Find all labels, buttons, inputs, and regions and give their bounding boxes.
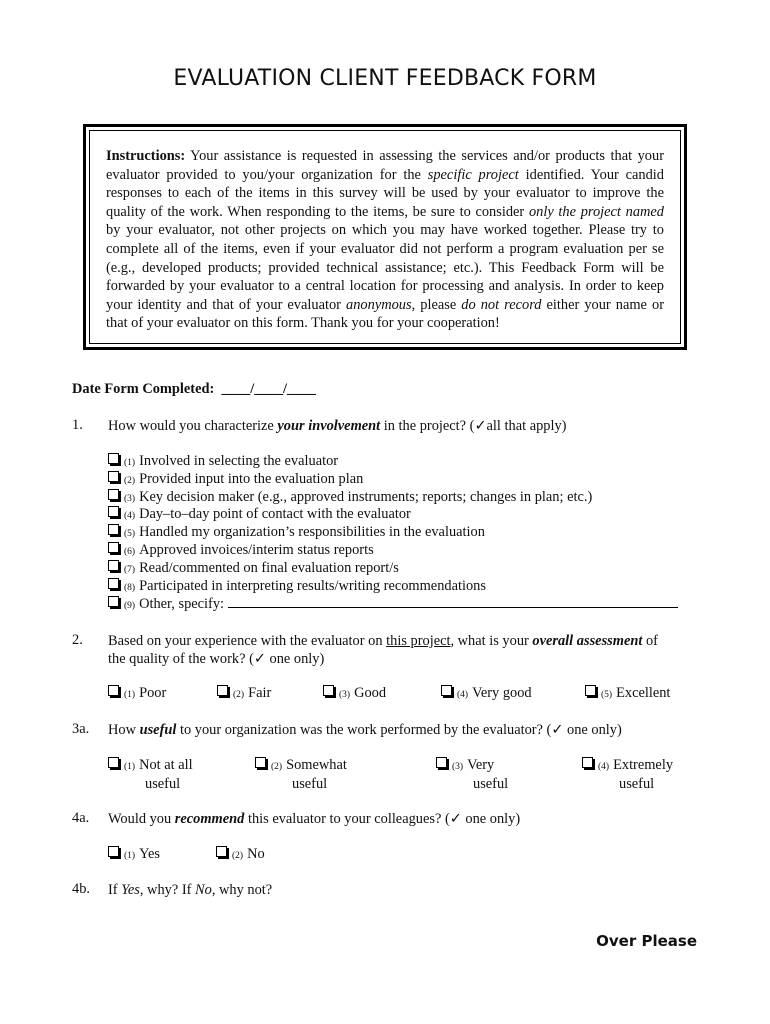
option-label: Poor (139, 685, 167, 701)
q3a-option-3[interactable] (436, 757, 508, 793)
check-icon: ✓ (474, 418, 487, 434)
date-blank-field[interactable]: ____/____/____ (221, 381, 316, 397)
instructions-box (83, 124, 687, 350)
date-label: Date Form Completed: (72, 381, 215, 397)
option-label: Other, specify: (139, 596, 225, 613)
option-code: (3) (452, 762, 464, 772)
option-label: Not at all (139, 757, 193, 773)
q1-option-2[interactable] (108, 471, 363, 488)
option-code: (3) (124, 493, 136, 504)
q1-option-1[interactable] (108, 453, 338, 470)
checkbox[interactable] (108, 453, 119, 464)
instructions-text: Instructions: Your assistance is requested in assessing the services and/or products that your evaluator provided to you/your organization for the specific project identified. Your candid responses to each of the items in this survey will be used by your evaluator to improve the quality of the work. When responding to the items, be sure to consider only the project named by your evaluator, not other projects on which you may have worked together. Please try to complete all of the items, even if your evaluator did not perform a program evaluation per se (e.g., developed products; provided technical assistance; etc.). This Feedback Form will be forwarded by your evaluator to a central location for processing and analysis. In order to keep your identity and that of your evaluator anonymous, please do not record either your name or that of your evaluator on this form. Thank you for your cooperation! (89, 130, 681, 344)
option-code: (2) (233, 690, 245, 700)
option-label: Key decision maker (e.g., approved instruments; reports; changes in plan; etc.) (139, 488, 593, 505)
option-label: Fair (248, 685, 272, 701)
option-label: Excellent (616, 685, 671, 701)
q1-option-4[interactable] (108, 506, 411, 523)
q4b-question: If Yes, why? If No, why not? (108, 882, 273, 898)
option-code: (2) (232, 851, 244, 861)
option-label-line2: useful (619, 776, 655, 792)
q2-option-4[interactable] (441, 685, 532, 704)
checkbox[interactable] (585, 685, 596, 696)
q1-option-5[interactable] (108, 524, 485, 541)
option-code: (4) (598, 762, 610, 772)
option-code: (2) (124, 475, 136, 486)
q1-option-7[interactable] (108, 560, 399, 577)
checkbox[interactable] (108, 524, 119, 535)
checkbox[interactable] (255, 757, 266, 768)
checkbox[interactable] (216, 846, 227, 857)
checkbox[interactable] (108, 596, 119, 607)
option-code: (6) (124, 547, 136, 557)
option-code: (1) (124, 458, 136, 468)
q4a-question: Would you recommend this evaluator to your colleagues? (✓ one only) (108, 811, 521, 827)
q4a-option-1[interactable] (108, 846, 160, 865)
q2-option-5[interactable] (585, 685, 670, 704)
instructions-label: Instructions: (106, 148, 186, 164)
checkbox[interactable] (108, 757, 119, 768)
option-label: Good (354, 685, 387, 701)
q1-option-6[interactable] (108, 542, 374, 559)
option-label-line2: useful (145, 776, 181, 792)
q3a-number: 3a. (72, 721, 90, 737)
form-title: EVALUATION CLIENT FEEDBACK FORM (173, 66, 597, 91)
q4b-number: 4b. (72, 881, 90, 897)
option-code: (2) (271, 762, 283, 772)
checkbox[interactable] (108, 471, 119, 482)
q4a-option-2[interactable] (216, 846, 265, 865)
checkbox[interactable] (108, 846, 119, 857)
specify-blank-field[interactable] (228, 595, 678, 608)
option-label-line2: useful (292, 776, 328, 792)
over-please-label: Over Please (596, 932, 697, 950)
checkbox[interactable] (441, 685, 452, 696)
q1-option-8[interactable] (108, 578, 486, 595)
q1-number: 1. (72, 417, 83, 433)
q2-question: Based on your experience with the evaluator on this project, what is your overall assessment of the quality of the work? (✓ one only) (108, 633, 658, 667)
q3a-option-1[interactable] (108, 757, 193, 793)
option-code: (1) (124, 762, 136, 772)
option-label: Extremely (613, 757, 674, 773)
option-label: Very (467, 757, 495, 773)
checkbox[interactable] (582, 757, 593, 768)
q3a-option-4[interactable] (582, 757, 673, 793)
option-label: Participated in interpreting results/writing recommendations (139, 577, 486, 594)
q2-option-3[interactable] (323, 685, 386, 704)
option-code: (3) (339, 690, 351, 700)
checkbox[interactable] (108, 542, 119, 553)
option-code: (4) (124, 511, 136, 522)
option-code: (7) (124, 564, 136, 575)
option-label: No (247, 846, 265, 862)
q4a-number: 4a. (72, 810, 90, 826)
option-label: Provided input into the evaluation plan (139, 470, 364, 487)
checkbox[interactable] (108, 560, 119, 571)
option-code: (4) (457, 690, 469, 700)
option-label: Handled my organization’s responsibilities in the evaluation (139, 524, 485, 541)
q1-option-9[interactable] (108, 595, 678, 613)
option-label: Approved invoices/interim status reports (139, 542, 374, 558)
option-label: Yes (139, 846, 161, 862)
option-code: (1) (124, 851, 136, 861)
option-label: Very good (472, 685, 532, 701)
checkbox[interactable] (108, 506, 119, 517)
date-completed (72, 381, 316, 398)
option-label: Somewhat (286, 757, 347, 773)
option-label-line2: useful (473, 776, 509, 792)
q2-option-2[interactable] (217, 685, 271, 704)
option-code: (1) (124, 690, 136, 700)
q3a-option-2[interactable] (255, 757, 347, 793)
option-label: Read/commented on final evaluation report/s (139, 559, 399, 576)
q1-option-3[interactable] (108, 489, 592, 506)
q3a-question: How useful to your organization was the work performed by the evaluator? (✓ one only) (108, 722, 622, 738)
checkbox[interactable] (217, 685, 228, 696)
checkbox[interactable] (436, 757, 447, 768)
q1-question: How would you characterize your involvement in the project? (✓all that apply) (108, 418, 567, 434)
checkbox[interactable] (108, 489, 119, 500)
checkbox[interactable] (108, 685, 119, 696)
checkbox[interactable] (323, 685, 334, 696)
option-code: (9) (124, 601, 136, 612)
option-code: (5) (124, 529, 136, 540)
option-code: (8) (124, 582, 136, 593)
checkbox[interactable] (108, 578, 119, 589)
q2-number: 2. (72, 632, 83, 648)
option-label: Day–to–day point of contact with the evaluator (139, 506, 411, 523)
option-code: (5) (601, 690, 613, 700)
option-label: Involved in selecting the evaluator (139, 453, 339, 469)
q2-option-1[interactable] (108, 685, 166, 704)
